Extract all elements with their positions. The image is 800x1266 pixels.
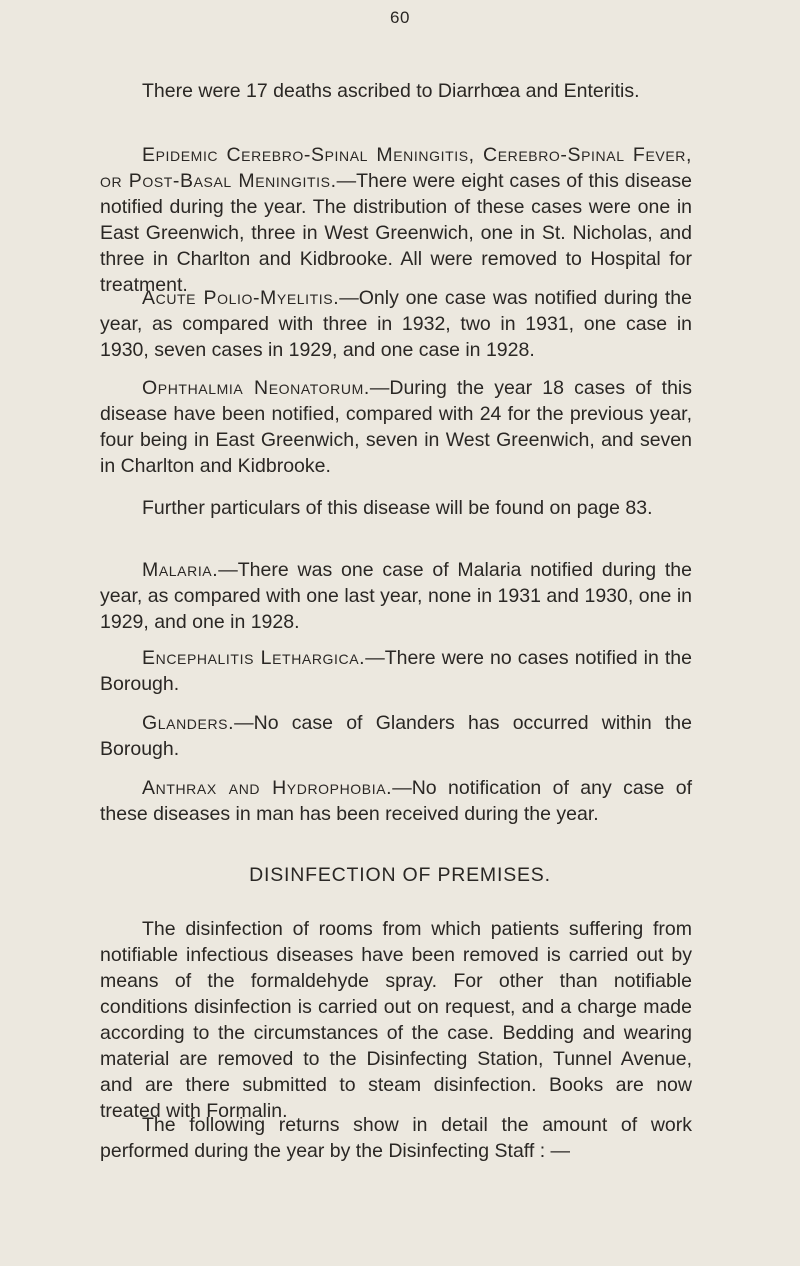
paragraph-lead: Anthrax and Hydrophobia. bbox=[142, 777, 393, 799]
paragraph-lead: Ophthalmia Neonatorum. bbox=[142, 377, 370, 399]
paragraph-diarrhoea-deaths bbox=[100, 78, 692, 104]
paragraph-encephalitis-lethargica bbox=[100, 645, 692, 697]
paragraph-text: —No case of Glanders has occurred within the Borough. bbox=[100, 712, 692, 760]
paragraph-acute-polio-myelitis bbox=[100, 285, 692, 363]
paragraph-glanders bbox=[100, 710, 692, 762]
paragraph-lead: Glanders. bbox=[142, 712, 235, 734]
paragraph-text: Further particulars of this disease will be found on page 83. bbox=[142, 497, 653, 519]
page-number: 60 bbox=[390, 8, 410, 27]
paragraph-further-particulars bbox=[100, 495, 692, 521]
paragraph-ophthalmia-neonatorum bbox=[100, 375, 692, 479]
paragraph-text: There were 17 deaths ascribed to Diarrhœa and Enteritis. bbox=[142, 80, 640, 102]
paragraph-returns-intro bbox=[100, 1112, 692, 1164]
paragraph-lead: Epidemic Cerebro-Spinal Meningitis, Cerebro-Spinal Fever, or Post-Basal Meningitis. bbox=[100, 144, 692, 192]
paragraph-text: —No notification of any case of these diseases in man has been received during the year. bbox=[100, 777, 692, 825]
paragraph-text: —During the year 18 cases of this disease have been notified, compared with 24 for the previous year, four being in East Greenwich, seven in West Greenwich, and seven in Charlton and Kidbrooke. bbox=[100, 377, 692, 477]
paragraph-lead: Malaria. bbox=[142, 559, 219, 581]
paragraph-text: The following returns show in detail the amount of work performed during the year by the Disinfecting Staff : — bbox=[100, 1114, 692, 1162]
paragraph-disinfection-method bbox=[100, 916, 692, 1124]
paragraph-text: —There were eight cases of this disease notified during the year. The distribution of these cases were one in East Greenwich, three in West Greenwich, one in St. Nicholas, and three in Charlton and Kidbrooke. All were removed to Hospital for treatment. bbox=[100, 170, 692, 296]
paragraph-anthrax-hydrophobia bbox=[100, 775, 692, 827]
paragraph-lead: Encephalitis Lethargica. bbox=[142, 647, 366, 669]
paragraph-text: —Only one case was notified during the year, as compared with three in 1932, two in 1931, one case in 1930, seven cases in 1929, and one case in 1928. bbox=[100, 287, 692, 361]
paragraph-text: —There were no cases notified in the Borough. bbox=[100, 647, 693, 695]
section-heading-disinfection: DISINFECTION OF PREMISES. bbox=[249, 864, 551, 886]
paragraph-malaria bbox=[100, 557, 692, 635]
paragraph-lead: Acute Polio-Myelitis. bbox=[142, 287, 340, 309]
paragraph-text: —There was one case of Malaria notified during the year, as compared with one last year, none in 1931 and 1930, one in 1929, and one in 1928. bbox=[100, 559, 692, 633]
paragraph-cerebro-spinal-meningitis bbox=[100, 142, 692, 298]
paragraph-text: The disinfection of rooms from which patients suffering from notifiable infectious diseases have been removed is carried out by means of the formaldehyde spray. For other than notifiable conditions disinfection is carried out on request, and a charge made according to the circumstances of the case. Bedding and wearing material are removed to the Disinfecting Station, Tunnel Avenue, and are there submitted to steam disinfection. Books are now treated with Formalin. bbox=[100, 918, 692, 1122]
